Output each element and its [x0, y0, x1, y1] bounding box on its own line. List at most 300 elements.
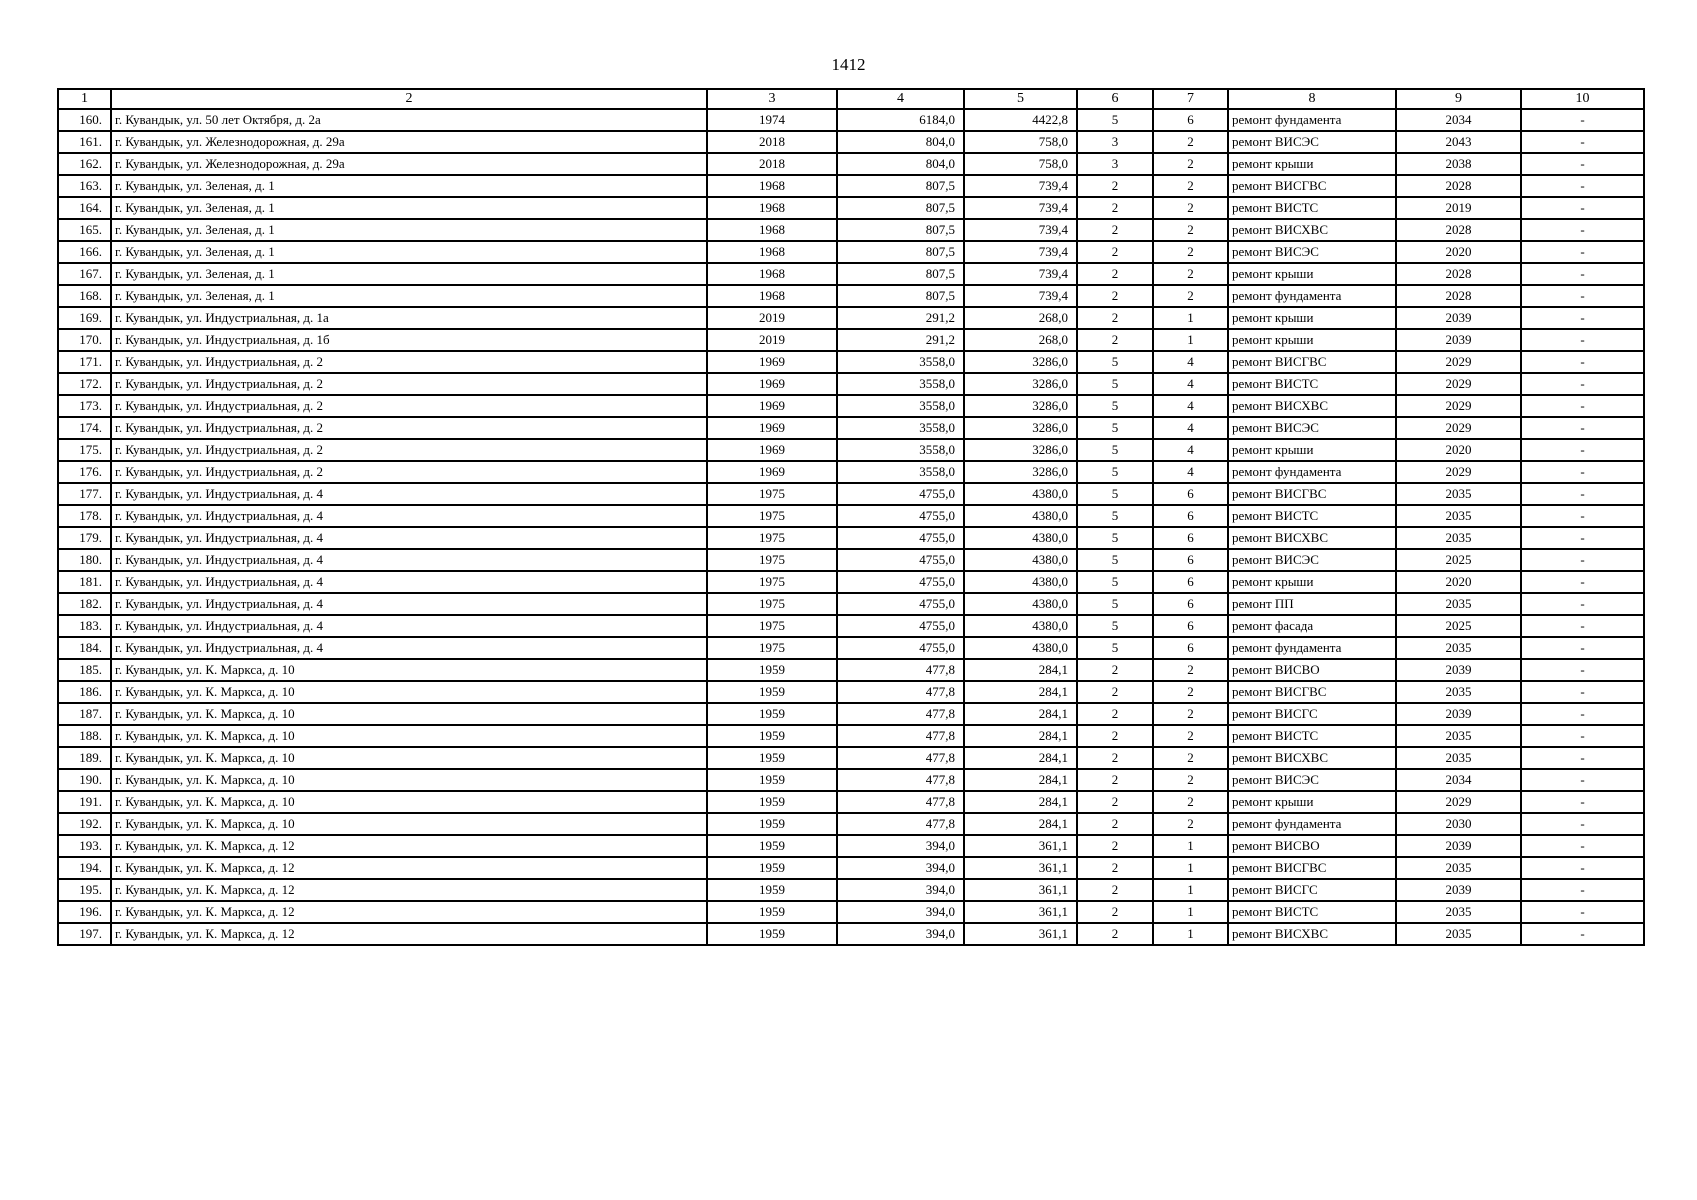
column-header: 10	[1521, 89, 1644, 109]
address-cell: г. Кувандык, ул. К. Маркса, д. 10	[111, 769, 707, 791]
note-cell: -	[1521, 527, 1644, 549]
planned-year-cell: 2035	[1396, 593, 1521, 615]
note-cell: -	[1521, 505, 1644, 527]
floors-cell: 2	[1077, 923, 1153, 945]
total-area-cell: 4755,0	[837, 527, 964, 549]
total-area-cell: 4755,0	[837, 593, 964, 615]
year-built-cell: 1959	[707, 879, 837, 901]
living-area-cell: 3286,0	[964, 373, 1077, 395]
note-cell: -	[1521, 637, 1644, 659]
note-cell: -	[1521, 395, 1644, 417]
row-number-cell: 180.	[58, 549, 111, 571]
total-area-cell: 807,5	[837, 219, 964, 241]
address-cell: г. Кувандык, ул. Индустриальная, д. 4	[111, 505, 707, 527]
address-cell: г. Кувандык, ул. Зеленая, д. 1	[111, 241, 707, 263]
column-header: 7	[1153, 89, 1228, 109]
note-cell: -	[1521, 593, 1644, 615]
year-built-cell: 2019	[707, 307, 837, 329]
table-row	[58, 637, 1644, 659]
total-area-cell: 4755,0	[837, 615, 964, 637]
year-built-cell: 1969	[707, 395, 837, 417]
address-cell: г. Кувандык, ул. К. Маркса, д. 10	[111, 681, 707, 703]
year-built-cell: 1959	[707, 703, 837, 725]
total-area-cell: 3558,0	[837, 439, 964, 461]
planned-year-cell: 2038	[1396, 153, 1521, 175]
entrances-cell: 1	[1153, 835, 1228, 857]
planned-year-cell: 2039	[1396, 703, 1521, 725]
living-area-cell: 4380,0	[964, 505, 1077, 527]
year-built-cell: 1959	[707, 813, 837, 835]
floors-cell: 2	[1077, 659, 1153, 681]
table-row	[58, 769, 1644, 791]
address-cell: г. Кувандык, ул. Индустриальная, д. 2	[111, 373, 707, 395]
address-cell: г. Кувандык, ул. Индустриальная, д. 2	[111, 461, 707, 483]
floors-cell: 2	[1077, 901, 1153, 923]
work-type-cell: ремонт ВИСТС	[1228, 901, 1396, 923]
address-cell: г. Кувандык, ул. К. Маркса, д. 12	[111, 879, 707, 901]
entrances-cell: 4	[1153, 395, 1228, 417]
total-area-cell: 3558,0	[837, 417, 964, 439]
total-area-cell: 394,0	[837, 835, 964, 857]
entrances-cell: 4	[1153, 351, 1228, 373]
column-header: 1	[58, 89, 111, 109]
address-cell: г. Кувандык, ул. К. Маркса, д. 10	[111, 659, 707, 681]
work-type-cell: ремонт ВИСГС	[1228, 703, 1396, 725]
note-cell: -	[1521, 725, 1644, 747]
entrances-cell: 2	[1153, 725, 1228, 747]
planned-year-cell: 2035	[1396, 747, 1521, 769]
living-area-cell: 3286,0	[964, 417, 1077, 439]
year-built-cell: 1975	[707, 637, 837, 659]
living-area-cell: 284,1	[964, 659, 1077, 681]
work-type-cell: ремонт фундамента	[1228, 109, 1396, 131]
table-row	[58, 461, 1644, 483]
year-built-cell: 1969	[707, 373, 837, 395]
row-number-cell: 167.	[58, 263, 111, 285]
planned-year-cell: 2019	[1396, 197, 1521, 219]
total-area-cell: 807,5	[837, 197, 964, 219]
planned-year-cell: 2039	[1396, 329, 1521, 351]
planned-year-cell: 2035	[1396, 725, 1521, 747]
total-area-cell: 807,5	[837, 241, 964, 263]
planned-year-cell: 2035	[1396, 483, 1521, 505]
floors-cell: 5	[1077, 109, 1153, 131]
year-built-cell: 1969	[707, 439, 837, 461]
work-type-cell: ремонт крыши	[1228, 571, 1396, 593]
row-number-cell: 190.	[58, 769, 111, 791]
floors-cell: 2	[1077, 769, 1153, 791]
year-built-cell: 1959	[707, 725, 837, 747]
column-header: 8	[1228, 89, 1396, 109]
entrances-cell: 2	[1153, 197, 1228, 219]
address-cell: г. Кувандык, ул. К. Маркса, д. 12	[111, 923, 707, 945]
total-area-cell: 394,0	[837, 901, 964, 923]
living-area-cell: 284,1	[964, 769, 1077, 791]
table-row	[58, 571, 1644, 593]
floors-cell: 2	[1077, 219, 1153, 241]
floors-cell: 2	[1077, 175, 1153, 197]
row-number-cell: 189.	[58, 747, 111, 769]
year-built-cell: 2018	[707, 153, 837, 175]
row-number-cell: 197.	[58, 923, 111, 945]
floors-cell: 5	[1077, 395, 1153, 417]
work-type-cell: ремонт фасада	[1228, 615, 1396, 637]
row-number-cell: 181.	[58, 571, 111, 593]
living-area-cell: 4422,8	[964, 109, 1077, 131]
living-area-cell: 268,0	[964, 307, 1077, 329]
row-number-cell: 196.	[58, 901, 111, 923]
table-row	[58, 263, 1644, 285]
living-area-cell: 268,0	[964, 329, 1077, 351]
floors-cell: 2	[1077, 197, 1153, 219]
planned-year-cell: 2029	[1396, 461, 1521, 483]
total-area-cell: 477,8	[837, 681, 964, 703]
work-type-cell: ремонт ВИСХВС	[1228, 747, 1396, 769]
note-cell: -	[1521, 879, 1644, 901]
year-built-cell: 1968	[707, 241, 837, 263]
total-area-cell: 804,0	[837, 131, 964, 153]
table-row	[58, 857, 1644, 879]
work-type-cell: ремонт ВИСТС	[1228, 197, 1396, 219]
row-number-cell: 188.	[58, 725, 111, 747]
total-area-cell: 477,8	[837, 769, 964, 791]
table-row	[58, 109, 1644, 131]
row-number-cell: 169.	[58, 307, 111, 329]
note-cell: -	[1521, 857, 1644, 879]
year-built-cell: 1959	[707, 923, 837, 945]
floors-cell: 2	[1077, 791, 1153, 813]
living-area-cell: 284,1	[964, 813, 1077, 835]
total-area-cell: 291,2	[837, 307, 964, 329]
address-cell: г. Кувандык, ул. Зеленая, д. 1	[111, 219, 707, 241]
address-cell: г. Кувандык, ул. К. Маркса, д. 10	[111, 747, 707, 769]
floors-cell: 2	[1077, 703, 1153, 725]
note-cell: -	[1521, 703, 1644, 725]
living-area-cell: 3286,0	[964, 351, 1077, 373]
entrances-cell: 1	[1153, 329, 1228, 351]
total-area-cell: 477,8	[837, 725, 964, 747]
entrances-cell: 4	[1153, 461, 1228, 483]
table-row	[58, 923, 1644, 945]
table-row	[58, 483, 1644, 505]
note-cell: -	[1521, 307, 1644, 329]
entrances-cell: 2	[1153, 131, 1228, 153]
row-number-cell: 179.	[58, 527, 111, 549]
floors-cell: 2	[1077, 263, 1153, 285]
address-cell: г. Кувандык, ул. Индустриальная, д. 4	[111, 549, 707, 571]
year-built-cell: 1975	[707, 527, 837, 549]
row-number-cell: 171.	[58, 351, 111, 373]
entrances-cell: 1	[1153, 857, 1228, 879]
planned-year-cell: 2020	[1396, 241, 1521, 263]
note-cell: -	[1521, 923, 1644, 945]
address-cell: г. Кувандык, ул. Индустриальная, д. 4	[111, 527, 707, 549]
note-cell: -	[1521, 571, 1644, 593]
planned-year-cell: 2025	[1396, 549, 1521, 571]
note-cell: -	[1521, 153, 1644, 175]
note-cell: -	[1521, 901, 1644, 923]
floors-cell: 2	[1077, 329, 1153, 351]
planned-year-cell: 2043	[1396, 131, 1521, 153]
table-row	[58, 659, 1644, 681]
year-built-cell: 1959	[707, 901, 837, 923]
note-cell: -	[1521, 813, 1644, 835]
year-built-cell: 1959	[707, 659, 837, 681]
planned-year-cell: 2034	[1396, 769, 1521, 791]
planned-year-cell: 2035	[1396, 923, 1521, 945]
table-row	[58, 439, 1644, 461]
work-type-cell: ремонт ВИСЭС	[1228, 549, 1396, 571]
table-row	[58, 527, 1644, 549]
row-number-cell: 160.	[58, 109, 111, 131]
planned-year-cell: 2020	[1396, 439, 1521, 461]
planned-year-cell: 2034	[1396, 109, 1521, 131]
planned-year-cell: 2039	[1396, 835, 1521, 857]
work-type-cell: ремонт ВИСЭС	[1228, 131, 1396, 153]
work-type-cell: ремонт крыши	[1228, 791, 1396, 813]
living-area-cell: 4380,0	[964, 527, 1077, 549]
total-area-cell: 291,2	[837, 329, 964, 351]
total-area-cell: 804,0	[837, 153, 964, 175]
year-built-cell: 1959	[707, 857, 837, 879]
entrances-cell: 1	[1153, 901, 1228, 923]
address-cell: г. Кувандык, ул. Индустриальная, д. 2	[111, 351, 707, 373]
year-built-cell: 1975	[707, 593, 837, 615]
floors-cell: 2	[1077, 835, 1153, 857]
living-area-cell: 4380,0	[964, 549, 1077, 571]
floors-cell: 2	[1077, 681, 1153, 703]
entrances-cell: 2	[1153, 153, 1228, 175]
floors-cell: 5	[1077, 461, 1153, 483]
row-number-cell: 166.	[58, 241, 111, 263]
column-header: 4	[837, 89, 964, 109]
work-type-cell: ремонт ВИСГВС	[1228, 175, 1396, 197]
address-cell: г. Кувандык, ул. К. Маркса, д. 10	[111, 725, 707, 747]
note-cell: -	[1521, 615, 1644, 637]
note-cell: -	[1521, 747, 1644, 769]
floors-cell: 2	[1077, 857, 1153, 879]
planned-year-cell: 2035	[1396, 857, 1521, 879]
planned-year-cell: 2029	[1396, 417, 1521, 439]
address-cell: г. Кувандык, ул. К. Маркса, д. 10	[111, 813, 707, 835]
planned-year-cell: 2035	[1396, 505, 1521, 527]
entrances-cell: 1	[1153, 307, 1228, 329]
floors-cell: 2	[1077, 241, 1153, 263]
address-cell: г. Кувандык, ул. Индустриальная, д. 2	[111, 439, 707, 461]
row-number-cell: 178.	[58, 505, 111, 527]
work-type-cell: ремонт ПП	[1228, 593, 1396, 615]
floors-cell: 5	[1077, 351, 1153, 373]
total-area-cell: 477,8	[837, 791, 964, 813]
address-cell: г. Кувандык, ул. Индустриальная, д. 4	[111, 483, 707, 505]
floors-cell: 5	[1077, 615, 1153, 637]
total-area-cell: 3558,0	[837, 395, 964, 417]
row-number-cell: 194.	[58, 857, 111, 879]
floors-cell: 5	[1077, 549, 1153, 571]
total-area-cell: 477,8	[837, 813, 964, 835]
year-built-cell: 2018	[707, 131, 837, 153]
note-cell: -	[1521, 835, 1644, 857]
entrances-cell: 6	[1153, 615, 1228, 637]
address-cell: г. Кувандык, ул. Индустриальная, д. 4	[111, 593, 707, 615]
floors-cell: 5	[1077, 373, 1153, 395]
living-area-cell: 739,4	[964, 241, 1077, 263]
work-type-cell: ремонт крыши	[1228, 153, 1396, 175]
entrances-cell: 6	[1153, 571, 1228, 593]
planned-year-cell: 2029	[1396, 373, 1521, 395]
address-cell: г. Кувандык, ул. Зеленая, д. 1	[111, 197, 707, 219]
work-type-cell: ремонт ВИСГВС	[1228, 483, 1396, 505]
note-cell: -	[1521, 483, 1644, 505]
note-cell: -	[1521, 109, 1644, 131]
repair-schedule-table	[57, 88, 1645, 946]
table-row	[58, 351, 1644, 373]
year-built-cell: 1969	[707, 417, 837, 439]
note-cell: -	[1521, 175, 1644, 197]
floors-cell: 5	[1077, 417, 1153, 439]
living-area-cell: 4380,0	[964, 637, 1077, 659]
table-row	[58, 241, 1644, 263]
living-area-cell: 3286,0	[964, 439, 1077, 461]
total-area-cell: 477,8	[837, 659, 964, 681]
living-area-cell: 4380,0	[964, 615, 1077, 637]
planned-year-cell: 2035	[1396, 901, 1521, 923]
address-cell: г. Кувандык, ул. Индустриальная, д. 4	[111, 615, 707, 637]
work-type-cell: ремонт ВИСЭС	[1228, 241, 1396, 263]
floors-cell: 2	[1077, 879, 1153, 901]
year-built-cell: 1975	[707, 505, 837, 527]
address-cell: г. Кувандык, ул. Индустриальная, д. 1б	[111, 329, 707, 351]
table-row	[58, 549, 1644, 571]
entrances-cell: 2	[1153, 681, 1228, 703]
note-cell: -	[1521, 791, 1644, 813]
entrances-cell: 2	[1153, 703, 1228, 725]
table-row	[58, 901, 1644, 923]
note-cell: -	[1521, 439, 1644, 461]
row-number-cell: 187.	[58, 703, 111, 725]
entrances-cell: 4	[1153, 439, 1228, 461]
work-type-cell: ремонт ВИСГВС	[1228, 857, 1396, 879]
work-type-cell: ремонт ВИСГВС	[1228, 351, 1396, 373]
work-type-cell: ремонт ВИСТС	[1228, 505, 1396, 527]
year-built-cell: 1968	[707, 197, 837, 219]
year-built-cell: 1959	[707, 681, 837, 703]
row-number-cell: 174.	[58, 417, 111, 439]
note-cell: -	[1521, 681, 1644, 703]
floors-cell: 2	[1077, 307, 1153, 329]
entrances-cell: 2	[1153, 747, 1228, 769]
total-area-cell: 4755,0	[837, 505, 964, 527]
row-number-cell: 184.	[58, 637, 111, 659]
total-area-cell: 4755,0	[837, 637, 964, 659]
total-area-cell: 4755,0	[837, 549, 964, 571]
living-area-cell: 361,1	[964, 857, 1077, 879]
address-cell: г. Кувандык, ул. Железнодорожная, д. 29а	[111, 131, 707, 153]
table-row	[58, 285, 1644, 307]
floors-cell: 2	[1077, 725, 1153, 747]
column-header: 9	[1396, 89, 1521, 109]
year-built-cell: 1959	[707, 791, 837, 813]
address-cell: г. Кувандык, ул. Индустриальная, д. 4	[111, 571, 707, 593]
planned-year-cell: 2025	[1396, 615, 1521, 637]
row-number-cell: 161.	[58, 131, 111, 153]
work-type-cell: ремонт ВИСЭС	[1228, 417, 1396, 439]
living-area-cell: 4380,0	[964, 593, 1077, 615]
work-type-cell: ремонт крыши	[1228, 439, 1396, 461]
table-row	[58, 791, 1644, 813]
row-number-cell: 162.	[58, 153, 111, 175]
address-cell: г. Кувандык, ул. К. Маркса, д. 12	[111, 835, 707, 857]
year-built-cell: 1974	[707, 109, 837, 131]
address-cell: г. Кувандык, ул. Индустриальная, д. 2	[111, 417, 707, 439]
page-number: 1412	[831, 55, 866, 74]
year-built-cell: 1975	[707, 549, 837, 571]
total-area-cell: 4755,0	[837, 571, 964, 593]
living-area-cell: 4380,0	[964, 483, 1077, 505]
table-row	[58, 505, 1644, 527]
year-built-cell: 1959	[707, 747, 837, 769]
work-type-cell: ремонт крыши	[1228, 307, 1396, 329]
living-area-cell: 3286,0	[964, 461, 1077, 483]
row-number-cell: 183.	[58, 615, 111, 637]
planned-year-cell: 2028	[1396, 219, 1521, 241]
total-area-cell: 477,8	[837, 747, 964, 769]
entrances-cell: 2	[1153, 241, 1228, 263]
column-header: 6	[1077, 89, 1153, 109]
living-area-cell: 739,4	[964, 175, 1077, 197]
entrances-cell: 2	[1153, 769, 1228, 791]
entrances-cell: 6	[1153, 637, 1228, 659]
work-type-cell: ремонт крыши	[1228, 329, 1396, 351]
entrances-cell: 2	[1153, 285, 1228, 307]
work-type-cell: ремонт ВИСВО	[1228, 835, 1396, 857]
living-area-cell: 361,1	[964, 901, 1077, 923]
table-row	[58, 835, 1644, 857]
year-built-cell: 1975	[707, 571, 837, 593]
work-type-cell: ремонт ВИСГС	[1228, 879, 1396, 901]
row-number-cell: 182.	[58, 593, 111, 615]
row-number-cell: 192.	[58, 813, 111, 835]
floors-cell: 5	[1077, 439, 1153, 461]
total-area-cell: 394,0	[837, 879, 964, 901]
column-number-row	[58, 89, 1644, 109]
entrances-cell: 2	[1153, 791, 1228, 813]
table-row	[58, 593, 1644, 615]
entrances-cell: 1	[1153, 879, 1228, 901]
address-cell: г. Кувандык, ул. Индустриальная, д. 2	[111, 395, 707, 417]
table-row	[58, 725, 1644, 747]
note-cell: -	[1521, 197, 1644, 219]
address-cell: г. Кувандык, ул. К. Маркса, д. 12	[111, 901, 707, 923]
table-row	[58, 153, 1644, 175]
living-area-cell: 739,4	[964, 263, 1077, 285]
note-cell: -	[1521, 263, 1644, 285]
row-number-cell: 193.	[58, 835, 111, 857]
note-cell: -	[1521, 241, 1644, 263]
planned-year-cell: 2035	[1396, 637, 1521, 659]
row-number-cell: 172.	[58, 373, 111, 395]
work-type-cell: ремонт фундамента	[1228, 637, 1396, 659]
year-built-cell: 1968	[707, 263, 837, 285]
column-header: 5	[964, 89, 1077, 109]
table-body	[58, 89, 1644, 945]
work-type-cell: ремонт фундамента	[1228, 285, 1396, 307]
row-number-cell: 165.	[58, 219, 111, 241]
note-cell: -	[1521, 461, 1644, 483]
work-type-cell: ремонт крыши	[1228, 263, 1396, 285]
note-cell: -	[1521, 417, 1644, 439]
year-built-cell: 1968	[707, 175, 837, 197]
